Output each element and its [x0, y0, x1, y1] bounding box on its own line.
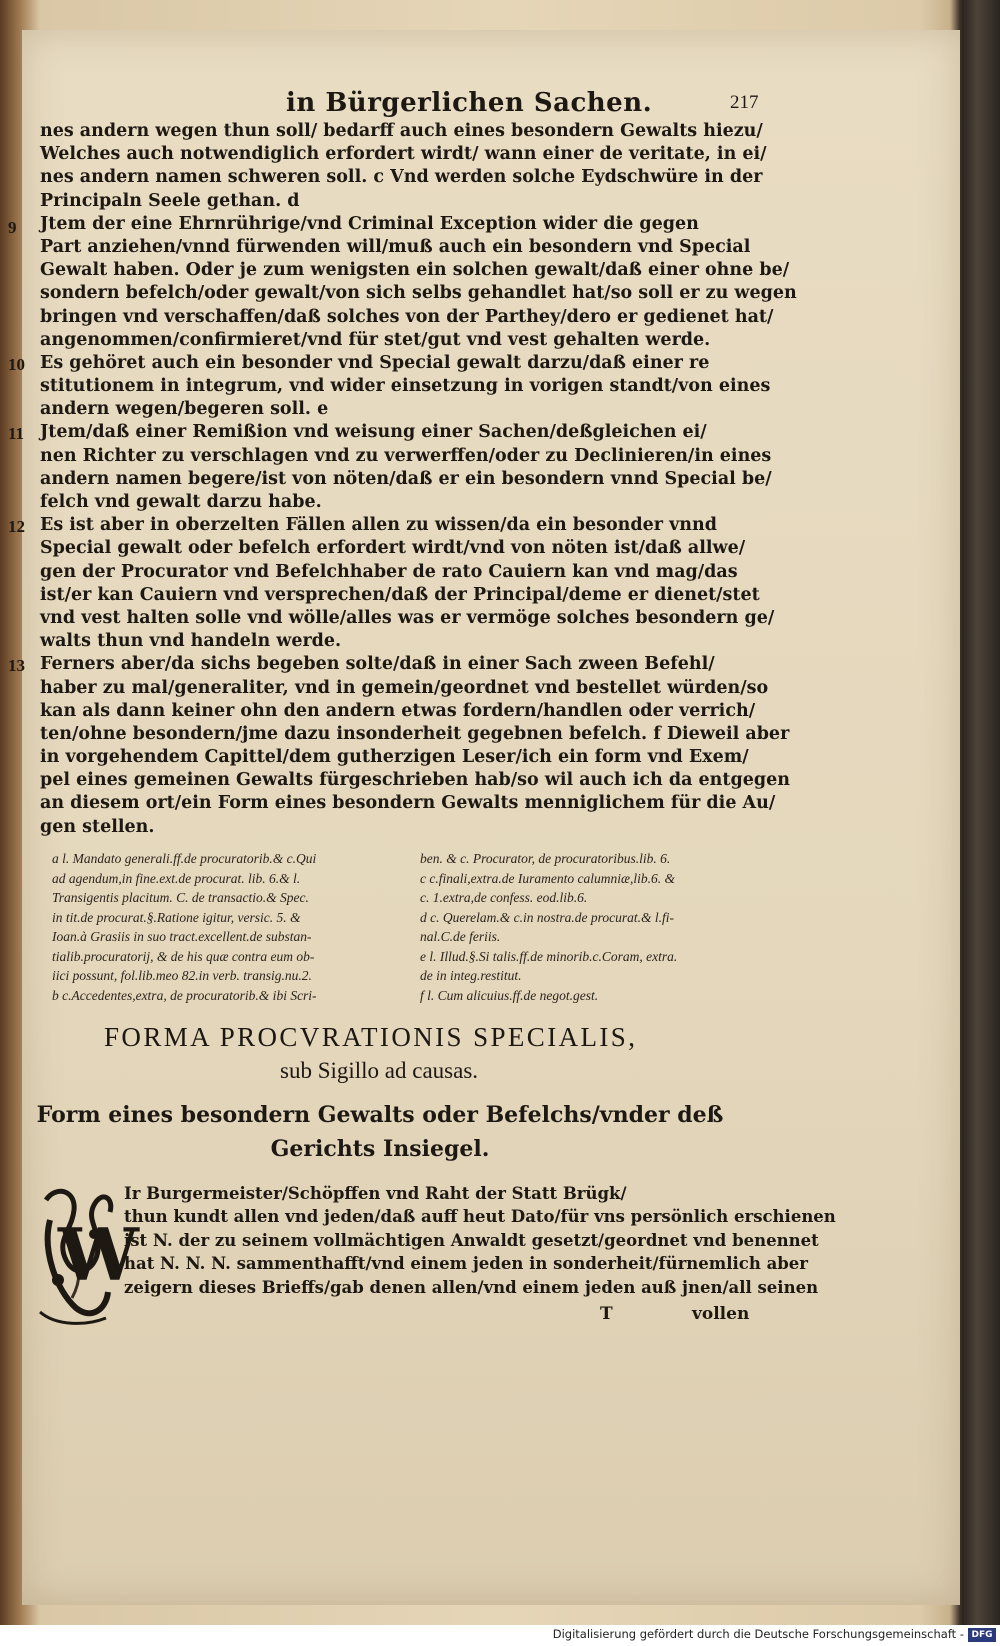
footnote-line: c. 1.extra,de confess. eod.lib.6.	[420, 890, 588, 905]
form-body-line: Ir Burgermeister/Schöpffen vnd Raht der Statt Brügk/	[124, 1184, 627, 1203]
footnote-line: Ioan.à Grasiis in suo tract.excellent.de substan-	[52, 929, 312, 944]
body-line: felch vnd gewalt darzu habe.	[40, 492, 322, 512]
footnote-line: d c. Querelam.& c.in nostra.de procurat.& l.fi-	[420, 909, 674, 925]
body-text	[40, 120, 797, 839]
book-spine-edge	[962, 0, 1000, 1625]
footnotes-left-column	[52, 849, 392, 1005]
footnote-line: a l. Mandato generali.ff.de procuratorib.& c.Qui	[52, 851, 317, 866]
body-line: nes andern namen schweren soll. c Vnd werden solche Eydschwüre in der	[40, 167, 763, 188]
footnote-line: tialib.procuratorij, & de his quæ contra eum ob-	[52, 948, 315, 964]
body-line: Principaln Seele gethan. d	[40, 190, 300, 211]
body-line: nes andern wegen thun soll/ bedarff auch eines besondern Gewalts hiezu/	[40, 121, 763, 141]
footnote-line: f l. Cum alicuius.ff.de negot.gest.	[420, 987, 599, 1003]
body-line: gen der Procurator vnd Befelchhaber de rato Cauiern kan vnd mag/das	[40, 561, 738, 582]
footnote-line: in tit.de procurat.§.Ratione igitur, versic. 5. &	[52, 909, 301, 925]
body-line: Es gehöret auch ein besonder vnd Special gewalt darzu/daß einer re	[40, 352, 710, 373]
body-line: Special gewalt oder befelch erfordert wirdt/vnd von nöten ist/daß allwe/	[40, 538, 746, 559]
initial-letter: W	[58, 1212, 139, 1297]
body-line: Jtem/daß einer Remißion vnd weisung einer Sachen/deßgleichen ei/	[40, 422, 707, 443]
body-line: stitutionem in integrum, vnd wider einsetzung in vorigen standt/von eines	[40, 376, 771, 397]
footnote-line: ad agendum,in fine.ext.de procurat. lib. 6.& l.	[52, 870, 301, 886]
body-line: angenommen/confirmieret/vnd für stet/gut vnd vest gehalten werde.	[40, 329, 711, 350]
credit-bar	[0, 1625, 1000, 1646]
body-line: ten/ohne besondern/jme dazu insonderheit gegebnen befelch. f Dieweil aber	[40, 723, 790, 744]
signature-mark: T	[600, 1304, 613, 1324]
body-line: gen stellen.	[40, 816, 155, 837]
marginal-number: 9	[8, 218, 17, 237]
body-line: nen Richter zu verschlagen vnd zu verwerffen/oder zu Declinieren/in eines	[40, 445, 772, 466]
form-heading	[0, 1098, 760, 1166]
form-body-line: zeigern dieses Brieffs/gab denen allen/vnd einem jeden auß jnen/all seinen	[124, 1277, 819, 1297]
footnote-line: nal.C.de feriis.	[420, 929, 501, 944]
footnote-line: de in integ.restitut.	[420, 968, 522, 983]
body-line: Es ist aber in oberzelten Fällen allen zu wissen/da ein besonder vnnd	[40, 515, 717, 536]
footnote-line: c c.finali,extra.de Iuramento calumniæ,lib.6. &	[420, 870, 675, 886]
body-line: haber zu mal/generaliter, vnd in gemein/geordnet vnd bestellet würden/so	[40, 677, 769, 698]
marginal-number: 13	[8, 656, 25, 675]
form-heading-line: Form eines besondern Gewalts oder Befelchs/vnder deß	[36, 1102, 724, 1128]
form-body-line: hat N. N. N. sammenthafft/vnd einem jeden in sonderheit/fürnemlich aber	[124, 1254, 808, 1274]
body-line: vnd vest halten solle vnd wölle/alles was er vermöge solches besondern ge/	[40, 607, 775, 628]
body-line: Gewalt haben. Oder je zum wenigsten ein solchen gewalt/daß einer ohne be/	[40, 260, 790, 281]
footnote-line: e l. Illud.§.Si talis.ff.de minorib.c.Coram, extra.	[420, 948, 678, 964]
body-line: kan als dann keiner ohn den andern etwas fordern/handlen oder verrich/	[40, 700, 756, 721]
form-heading-line: Gerichts Insiegel.	[270, 1136, 490, 1162]
form-body-text	[124, 1182, 836, 1299]
footnote-line: Transigentis placitum. C. de transactio.& Spec.	[52, 890, 309, 905]
footnote-line: iici possunt, fol.lib.meo 82.in verb. transig.nu.2.	[52, 968, 312, 983]
body-line: walts thun vnd handeln werde.	[40, 631, 342, 652]
decorated-initial-w	[36, 1180, 139, 1328]
body-line: andern namen begere/ist von nöten/daß er ein besondern vnnd Special be/	[40, 468, 772, 489]
running-head: in Bürgerlichen Sachen.	[286, 88, 653, 118]
footnote-line: b c.Accedentes,extra, de procuratorib.& ibi Scri-	[52, 987, 317, 1003]
form-body-line: ist N. der zu seinem vollmächtigen Anwaldt gesetzt/geordnet vnd benennet	[124, 1230, 819, 1250]
body-line: Part anziehen/vnnd fürwenden will/muß auch ein besondern vnd Special	[40, 236, 751, 257]
body-line: Ferners aber/da sichs begeben solte/daß in einer Sach zween Befehl/	[40, 654, 715, 675]
marginal-number: 10	[8, 355, 25, 374]
forma-title: FORMA PROCVRATIONIS SPECIALIS,	[104, 1022, 638, 1052]
footnotes-right-column	[420, 849, 760, 1005]
footnote-line: ben. & c. Procurator, de procuratoribus.lib. 6.	[420, 851, 671, 866]
dfg-logo: DFG	[968, 1628, 996, 1642]
body-line: an diesem ort/ein Form eines besondern Gewalts menniglichem für die Au/	[40, 793, 776, 814]
body-line: in vorgehendem Capittel/dem gutherzigen Leser/ich ein form vnd Exem/	[40, 747, 749, 768]
body-line: Welches auch notwendiglich erfordert wirdt/ wann einer de veritate, in ei/	[40, 144, 767, 165]
body-line: sondern befelch/oder gewalt/von sich selbs gehandlet hat/so soll er zu wegen	[40, 283, 797, 304]
form-body-line: thun kundt allen vnd jeden/daß auff heut Dato/für vns persönlich erschienen	[124, 1207, 836, 1227]
body-line: pel eines gemeinen Gewalts fürgeschrieben hab/so wil auch ich da entgegen	[40, 770, 790, 791]
marginal-number: 12	[8, 517, 25, 536]
forma-subtitle: sub Sigillo ad causas.	[280, 1058, 479, 1083]
body-line: bringen vnd verschaffen/daß solches von der Parthey/dero er gedienet hat/	[40, 306, 774, 327]
page-number: 217	[730, 92, 759, 113]
body-line: Jtem der eine Ehrnrührige/vnd Criminal Exception wider die gegen	[40, 213, 699, 234]
body-line: ist/er kan Cauiern vnd versprechen/daß der Principal/deme er dienet/stet	[40, 584, 760, 605]
marginal-number: 11	[8, 424, 25, 443]
credit-text: Digitalisierung gefördert durch die Deutsche Forschungsgemeinschaft -	[552, 1627, 964, 1641]
body-line: andern wegen/begeren soll. e	[40, 399, 329, 420]
catchword: vollen	[692, 1304, 750, 1324]
